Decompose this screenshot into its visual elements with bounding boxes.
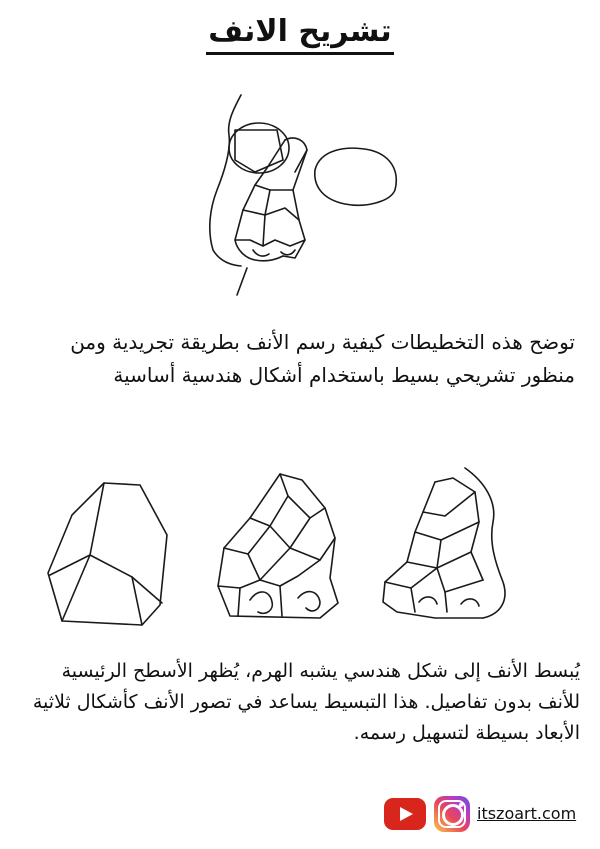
page-title-text: تشريح الانف <box>206 14 393 55</box>
instagram-icon[interactable] <box>434 796 470 832</box>
youtube-icon[interactable] <box>384 798 426 830</box>
page-title <box>0 14 600 55</box>
description-paragraph: يُبسط الأنف إلى شكل هندسي يشبه الهرم، يُظهر الأسطح الرئيسية للأنف بدون تفاصيل. هذا التبسيط يساعد في تصور الأنف كأشكال ثلاثية الأبعاد بسيطة لتسهيل رسمه. <box>32 660 580 744</box>
nose-planes-sketch <box>210 468 360 628</box>
nose-detailed-sketch <box>375 462 525 630</box>
nose-anatomy-sketch <box>195 90 415 305</box>
nose-block-sketch-basic <box>42 475 182 633</box>
intro-paragraph: توضح هذه التخطيطات كيفية رسم الأنف بطريقة تجريدية ومن منظور تشريحي بسيط باستخدام أشكال هندسية أساسية <box>70 330 575 387</box>
website-link[interactable]: itszoart.com <box>477 804 577 823</box>
